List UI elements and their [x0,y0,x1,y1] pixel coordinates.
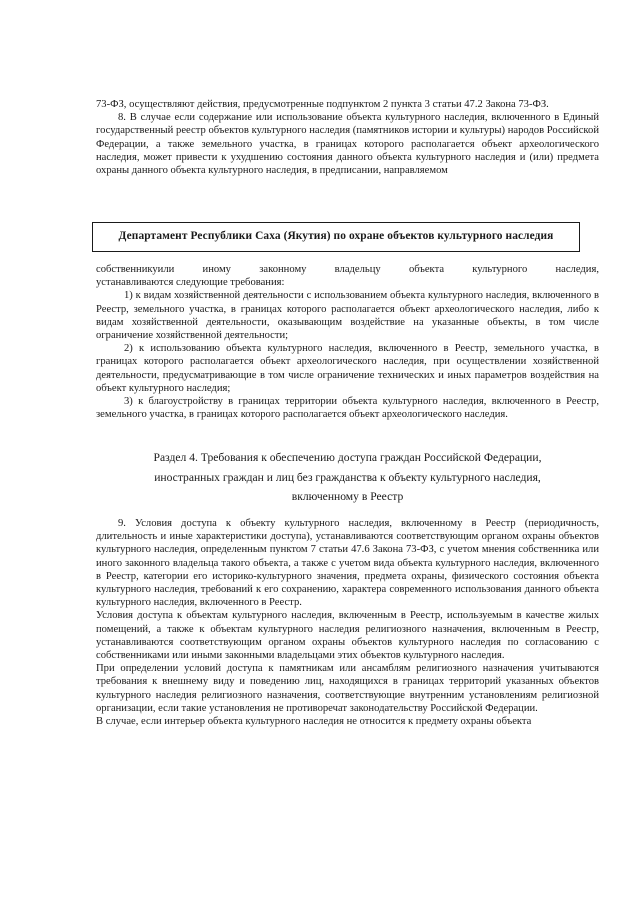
section-4-heading-line-1: Раздел 4. Требования к обеспечению доступа граждан Российской Федерации, [153,451,542,464]
continuation-text: 73-ФЗ, осуществляют действия, предусмотренные подпунктом 2 пункта 3 статьи 47.2 Закона 73-ФЗ. [96,99,549,110]
religious-paragraph: При определении условий доступа к памятникам или ансамблям религиозного назначения учитываются требования к внешнему виду и поведению лиц, находящихся в границах территорий указанных объектов культурного наследия религиозного назначения, соответствующие внутренним установлениям религиозной организации, если такие установления не противоречат законодательству Российской Федерации. [96,663,599,714]
requirement-item-1: 1) к видам хозяйственной деятельности с использованием объекта культурного наследия, включенного в Реестр, земельного участка, в границах которого располагается объект археологического наследия, либо к видам хозяйственной деятельности, оказывающим воздействие на указанные объекты, в том числе ограничение хозяйственной деятельности; [96,290,599,342]
dwellings-paragraph: Условия доступа к объектам культурного наследия, включенным в Реестр, используемым в качестве жилых помещений, а также к объектам культурного наследия религиозного назначения, включенным в Реестр, устанавливаются соответствующим органом охраны объектов культурного наследия по согласованию с собственниками или иными законными владельцами этих объектов культурного наследия. [96,610,599,662]
requirement-item-2: 2) к использованию объекта культурного наследия, включенного в Реестр, земельного участка, в границах которого располагается объект археологического наследия, при осуществлении хозяйственной деятельности, предусматривающие в том числе ограничение технических и иных параметров воздействия на объект культурного наследия; [96,343,599,394]
top-paragraph [96,98,599,177]
section-4-heading-line-2: иностранных граждан и лиц без гражданства к объекту культурного наследия, [154,470,541,484]
requirements-intro-line-2: устанавливаются следующие требования: [96,277,285,289]
requirement-item-3: 3) к благоустройству в границах территории объекта культурного наследия, включенного в Реестр, земельного участка, в границах которого располагается объект археологического наследия. [96,396,599,421]
section-4-heading [96,448,599,507]
requirements-block [96,263,599,421]
section-4-body [96,517,599,728]
boxed-insert: Департамент Республики Саха (Якутия) по охране объектов культурного наследия [92,222,580,252]
interior-paragraph: В случае, если интерьер объекта культурного наследия не относится к предмету охраны объекта [96,716,532,728]
requirements-intro-line-1: собственникуили иному законному владельцу объекта культурного наследия, [96,264,599,275]
item-8-text: 8. В случае если содержание или использование объекта культурного наследия, включенного в Единый государственный реестр объектов культурного наследия (памятников истории и культуры) народов Российской Федерации, а также земельного участка, в границах которого располагается объект археологического наследия, может привести к ухудшению состояния данного объекта культурного наследия и (или) предмета охраны данного объекта культурного наследия, в предписании, направляемом [96,112,599,177]
item-9-text: 9. Условия доступа к объекту культурного наследия, включенному в Реестр (периодичность, длительность и иные характеристики доступа), устанавливаются соответствующим органом охраны объектов культурного наследия, определенным пунктом 7 статьи 47.6 Закона 73-ФЗ, с учетом мнения собственника или иного законного владельца такого объекта, а также с учетом вида объекта культурного наследия, включенного в Реестр, категории его историко-культурного значения, предмета охраны, физического состояния объекта культурного наследия, требований к его сохранению, характера современного использования данного объекта культурного наследия, включенного в Реестр. [96,518,599,609]
section-4-heading-line-3: включенному в Реестр [291,490,404,503]
